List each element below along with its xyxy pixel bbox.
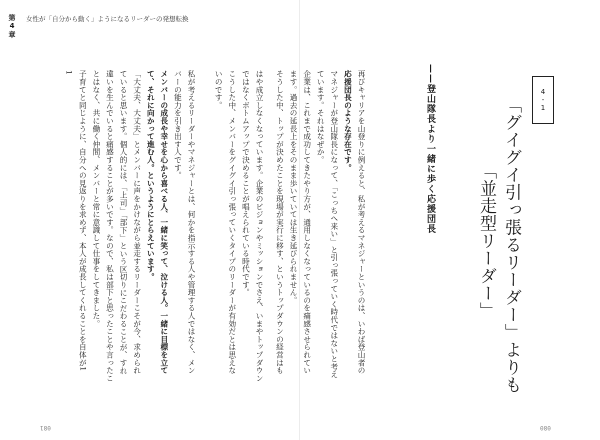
body-line: 私が考えるリーダーやマネジャーとは、何かを指示する人や管理する人ではなく、メン bbox=[187, 70, 197, 375]
right-page-body bbox=[273, 70, 368, 400]
section-title-line-1: 「グイグイ引っ張るリーダー」よりも bbox=[501, 96, 521, 394]
chapter-label: 第4章 bbox=[8, 14, 16, 39]
section-subheading: ——登山隊長より一緒に歩く応援団長 bbox=[425, 64, 435, 234]
body-line: ています。それはなぜか。 bbox=[316, 70, 326, 164]
section-title-line-2: 「並走型リーダー」 bbox=[476, 162, 496, 320]
body-line-emphasis: 応援団長のような存在です。 bbox=[343, 70, 353, 172]
body-line: 1 bbox=[64, 70, 74, 76]
body-line: ていると思います。個人的には、「上司」「部下」という区切りにこだわることが、すれ bbox=[119, 70, 129, 375]
body-line: こうした中、メンバーをグイグイ引っ張っていくタイプのリーダーが有効だとは思えな bbox=[227, 70, 237, 375]
running-head: 女性が「自分から動く」ようになるリーダーの発想転換 bbox=[26, 15, 189, 23]
body-line: マネジャーが登山隊長になって、「こっちへ来い」と引っ張っていく時代ではないと考え bbox=[329, 70, 339, 379]
body-line: 「大丈夫、大丈夫」とメンバーに声をかけながら並走するリーダーこそが今、求められ bbox=[132, 70, 142, 375]
body-line bbox=[198, 70, 212, 400]
subheading-dash: —— bbox=[425, 64, 435, 84]
page-number-left: 081 bbox=[40, 424, 51, 431]
body-line: そうした中、トップが決めたことを現場が実行に移す、というトップダウンの経営はも bbox=[275, 70, 285, 375]
body-line: 再びキャリアを山登りに例えると、私が考えるマネジャーというのは、いわば登山者の bbox=[357, 70, 366, 375]
body-line: 企業は、これまで成功してきたやり方が、通用しなくなっているのを痛感させられてい bbox=[302, 70, 312, 375]
body-line: バーの能力を引き出す人です。 bbox=[173, 70, 183, 180]
page-number-right: 080 bbox=[540, 424, 551, 431]
body-line-emphasis: て、それに向かって進む人。というようにとらえています。 bbox=[146, 70, 156, 281]
body-line: はや成立しなくなっています。企業のビジョンやミッションでさえ、いまやトップダウン bbox=[255, 70, 264, 382]
body-line: ます。過去の延長上をそのまま歩いていては生き延びられません。 bbox=[289, 70, 299, 304]
body-line-emphasis: メンバーの成長や幸せを心から喜べる人、一緒に笑って、泣ける人。一緒に目標を立て bbox=[159, 70, 169, 375]
left-page-body bbox=[62, 70, 266, 400]
body-line: 違いを生んでいると痛感することが多いです。なので、私は部下と思ったことや言ったこ bbox=[105, 70, 115, 382]
body-line: ではなくボトムアップで決めることが唱えられている時代です。 bbox=[241, 70, 251, 297]
body-line: とはなく、共に働く仲間、メンバーと常に意識して仕事をしてきました。 bbox=[91, 70, 101, 328]
section-number-box: 4-1 bbox=[532, 76, 554, 124]
body-line: 子育てと同じように、自分への見返りを求めず、本人が成長してくれることを自体が1 bbox=[78, 70, 88, 372]
body-line: いのです。 bbox=[214, 70, 224, 109]
